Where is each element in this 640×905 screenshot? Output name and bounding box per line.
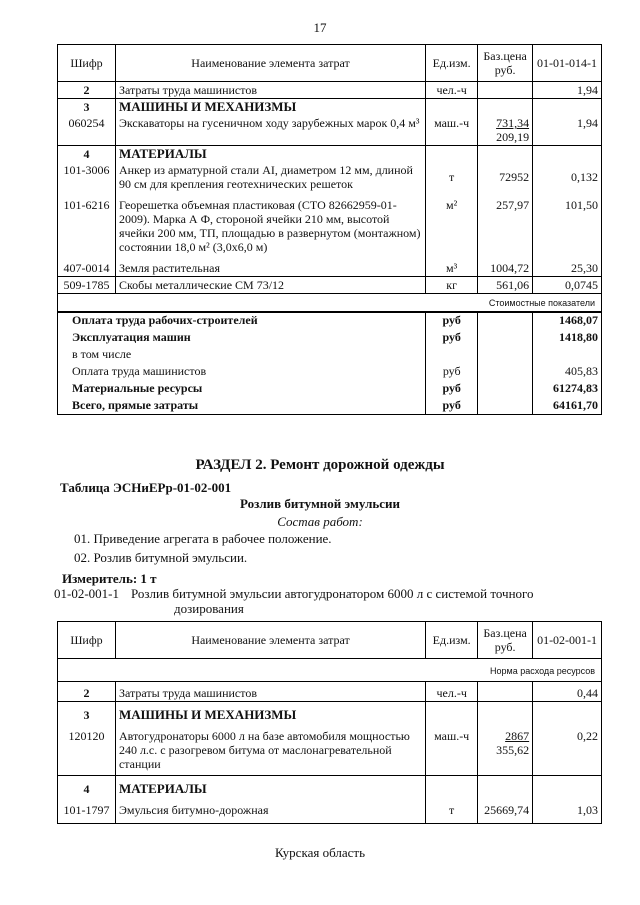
summary-row bbox=[58, 363, 602, 380]
header-code: Шифр bbox=[58, 622, 116, 659]
row-name: МАШИНЫ И МЕХАНИЗМЫ bbox=[115, 99, 425, 116]
table-row bbox=[58, 702, 602, 724]
summary-row bbox=[58, 312, 602, 330]
header-name: Наименование элемента затрат bbox=[115, 45, 425, 82]
row-name: Затраты труда машинистов bbox=[115, 682, 425, 702]
row-name: МАТЕРИАЛЫ bbox=[115, 146, 425, 163]
summary-row bbox=[58, 329, 602, 346]
table-row bbox=[58, 682, 602, 702]
row-price: 25669,74 bbox=[478, 797, 533, 824]
table-row bbox=[58, 99, 602, 116]
header-code: Шифр bbox=[58, 45, 116, 82]
item-text: Розлив битумной эмульсии автогудронатором 6000 л с системой точного bbox=[131, 586, 534, 601]
row-code: 3 bbox=[58, 702, 116, 724]
table-row bbox=[58, 192, 602, 260]
row-unit: м² bbox=[426, 192, 478, 260]
header-unit: Ед.изм. bbox=[426, 622, 478, 659]
row-code: 101-6216 bbox=[58, 192, 116, 260]
row-value: 1,94 bbox=[533, 115, 602, 146]
table-subtitle: Розлив битумной эмульсии bbox=[240, 496, 400, 511]
row-name: Скобы металлические СМ 73/12 bbox=[115, 277, 425, 294]
header-norm: 01-01-014-1 bbox=[533, 45, 602, 82]
summary-row bbox=[58, 380, 602, 397]
row-value: 0,0745 bbox=[533, 277, 602, 294]
row-unit: маш.-ч bbox=[426, 723, 478, 776]
header-norm: 01-02-001-1 bbox=[533, 622, 602, 659]
norm-caption: Норма расхода ресурсов bbox=[58, 659, 602, 682]
row-price bbox=[478, 682, 533, 702]
work-item: 02. Розлив битумной эмульсии. bbox=[74, 550, 248, 565]
table-row bbox=[58, 776, 602, 798]
row-value: 0,22 bbox=[533, 723, 602, 776]
row-price-2: 209,19 bbox=[496, 130, 530, 144]
row-price: 72952 bbox=[478, 162, 533, 192]
table-row bbox=[58, 797, 602, 824]
summary-unit: руб bbox=[426, 363, 478, 380]
summary-unit: руб bbox=[426, 397, 478, 415]
table-row bbox=[58, 146, 602, 163]
item-code: 01-02-001-1 bbox=[54, 586, 119, 601]
summary-unit: руб bbox=[426, 380, 478, 397]
header-price: Баз.цена руб. bbox=[478, 45, 533, 82]
table-header bbox=[58, 45, 602, 82]
row-value: 1,03 bbox=[533, 797, 602, 824]
row-code: 4 bbox=[58, 146, 116, 163]
row-code: 3 bbox=[58, 99, 116, 116]
row-value: 25,30 bbox=[533, 260, 602, 277]
table-label: Таблица ЭСНиЕРр-01-02-001 bbox=[60, 480, 232, 495]
row-name: Автогудронаторы 6000 л на базе автомобиля мощностью 240 л.с. с разогревом битума от маслонагревательной станции bbox=[115, 723, 425, 776]
summary-unit: руб bbox=[426, 329, 478, 346]
row-code: 509-1785 bbox=[58, 277, 116, 294]
resource-table-2 bbox=[57, 621, 602, 824]
row-price-2: 355,62 bbox=[496, 743, 530, 757]
summary-value: 1468,07 bbox=[533, 312, 602, 330]
summary-label: Эксплуатация машин bbox=[58, 329, 426, 346]
table-row bbox=[58, 162, 602, 192]
row-price: 1004,72 bbox=[478, 260, 533, 277]
cost-caption: Стоимостные показатели bbox=[58, 294, 602, 313]
row-name: Экскаваторы на гусеничном ходу зарубежных марок 0,4 м³ bbox=[115, 115, 425, 146]
row-unit: т bbox=[426, 162, 478, 192]
row-code: 407-0014 bbox=[58, 260, 116, 277]
header-unit: Ед.изм. bbox=[426, 45, 478, 82]
page-number: 17 bbox=[313, 20, 327, 35]
row-price: 561,06 bbox=[478, 277, 533, 294]
row-value: 0,44 bbox=[533, 682, 602, 702]
summary-value: 405,83 bbox=[533, 363, 602, 380]
row-unit: чел.-ч bbox=[426, 82, 478, 99]
row-name: Затраты труда машинистов bbox=[115, 82, 425, 99]
row-price: 257,97 bbox=[478, 192, 533, 260]
table-row bbox=[58, 260, 602, 277]
row-name: Анкер из арматурной стали AI, диаметром 12 мм, длиной 90 см для крепления геотехнических решеток bbox=[115, 162, 425, 192]
summary-value: 64161,70 bbox=[533, 397, 602, 415]
summary-value: 61274,83 bbox=[533, 380, 602, 397]
row-price: 2867 bbox=[505, 729, 530, 743]
work-item: 01. Приведение агрегата в рабочее положение. bbox=[74, 531, 332, 546]
header-name: Наименование элемента затрат bbox=[115, 622, 425, 659]
row-unit: кг bbox=[426, 277, 478, 294]
row-code: 060254 bbox=[58, 115, 116, 146]
summary-value: 1418,80 bbox=[533, 329, 602, 346]
row-value: 0,132 bbox=[533, 162, 602, 192]
summary-label: Оплата труда рабочих-строителей bbox=[58, 312, 426, 330]
summary-label: Всего, прямые затраты bbox=[58, 397, 426, 415]
resource-table-1 bbox=[57, 44, 602, 313]
row-code: 2 bbox=[58, 682, 116, 702]
row-code: 120120 bbox=[58, 723, 116, 776]
row-code: 2 bbox=[58, 82, 116, 99]
footer-region: Курская область bbox=[274, 845, 365, 860]
works-title: Состав работ: bbox=[277, 514, 363, 529]
row-code: 101-1797 bbox=[58, 797, 116, 824]
summary-row bbox=[58, 346, 602, 363]
header-price: Баз.цена руб. bbox=[478, 622, 533, 659]
summary-unit: руб bbox=[426, 312, 478, 330]
row-code: 101-3006 bbox=[58, 162, 116, 192]
norm-caption-row bbox=[58, 659, 602, 682]
table-row bbox=[58, 723, 602, 776]
table-row bbox=[58, 82, 602, 99]
row-unit: м³ bbox=[426, 260, 478, 277]
summary-label: Оплата труда машинистов bbox=[58, 363, 426, 380]
row-name: Земля растительная bbox=[115, 260, 425, 277]
meter-label: Измеритель: 1 т bbox=[62, 571, 157, 586]
section-title: РАЗДЕЛ 2. Ремонт дорожной одежды bbox=[195, 457, 445, 473]
row-unit: чел.-ч bbox=[426, 682, 478, 702]
row-name: Георешетка объемная пластиковая (СТО 82662959-01-2009). Марка А Ф, стороной ячейки 210 мм, высотой ячейки 200 мм, ТП, площадью в развернутом (монтажном) состоянии 18,0 м² (3,0х6,0 м) bbox=[115, 192, 425, 260]
summary-label: в том числе bbox=[58, 346, 426, 363]
row-unit: маш.-ч bbox=[426, 115, 478, 146]
row-name: МАШИНЫ И МЕХАНИЗМЫ bbox=[115, 702, 425, 724]
table-row bbox=[58, 115, 602, 146]
row-unit: т bbox=[426, 797, 478, 824]
row-value: 101,50 bbox=[533, 192, 602, 260]
row-price bbox=[478, 82, 533, 99]
row-price: 731,34 bbox=[496, 116, 530, 130]
summary-row bbox=[58, 397, 602, 415]
row-name: Эмульсия битумно-дорожная bbox=[115, 797, 425, 824]
item-text-continued: дозирования bbox=[174, 601, 244, 616]
row-value: 1,94 bbox=[533, 82, 602, 99]
row-code: 4 bbox=[58, 776, 116, 798]
table-row bbox=[58, 277, 602, 294]
row-name: МАТЕРИАЛЫ bbox=[115, 776, 425, 798]
table-header bbox=[58, 622, 602, 659]
summary-label: Материальные ресурсы bbox=[58, 380, 426, 397]
summary-table bbox=[57, 311, 602, 415]
cost-caption-row bbox=[58, 294, 602, 313]
